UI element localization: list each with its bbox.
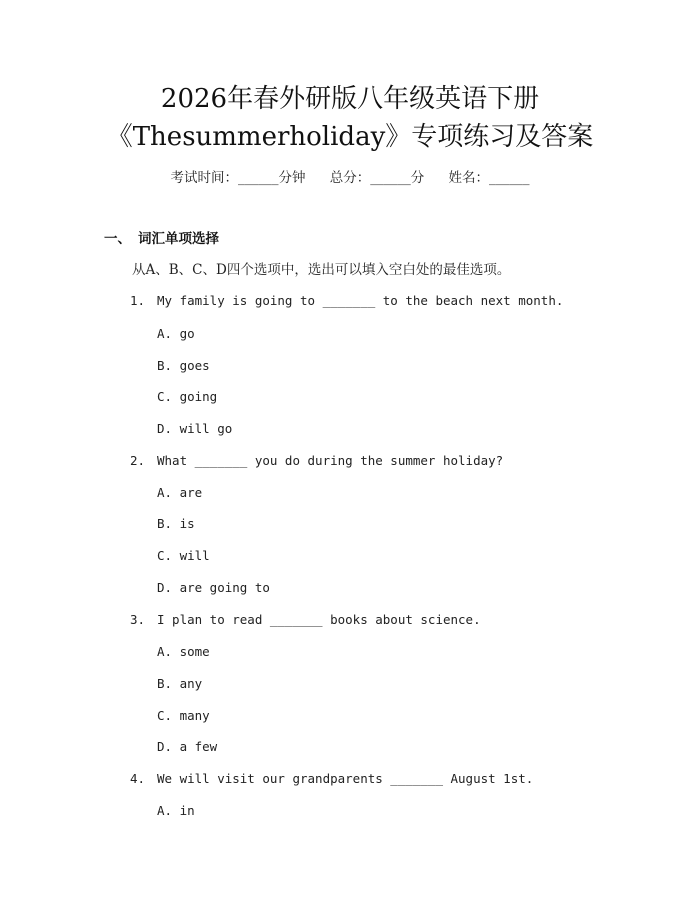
question-3 bbox=[130, 611, 481, 629]
question-text: What _______ you do during the summer holiday? bbox=[157, 453, 504, 468]
section-heading bbox=[104, 229, 219, 249]
option-2c: C. will bbox=[157, 548, 210, 563]
option-3b: B. any bbox=[157, 676, 203, 691]
exam-time-field bbox=[170, 168, 305, 188]
option-3d: D. a few bbox=[157, 739, 218, 754]
option-2a: A. are bbox=[157, 485, 203, 500]
question-text: My family is going to _______ to the beach next month. bbox=[157, 293, 564, 308]
question-text: I plan to read _______ books about science. bbox=[157, 612, 481, 627]
question-4 bbox=[130, 770, 533, 788]
option-4a: A. in bbox=[157, 803, 195, 818]
question-1 bbox=[130, 292, 563, 310]
exam-info-line bbox=[0, 168, 700, 188]
question-2 bbox=[130, 452, 503, 470]
option-1b: B. goes bbox=[157, 358, 210, 373]
option-1c: C. going bbox=[157, 389, 218, 404]
exam-time-blank: ______ bbox=[237, 170, 279, 186]
document-title-line1: 2026年春外研版八年级英语下册 bbox=[160, 84, 540, 114]
question-text: We will visit our grandparents _______ August 1st. bbox=[157, 771, 534, 786]
option-1a: A. go bbox=[157, 326, 195, 341]
exam-time-label: 考试时间： bbox=[170, 170, 238, 186]
section-number: 一、 bbox=[104, 231, 131, 247]
total-score-label: 总分： bbox=[329, 170, 371, 186]
total-score-field bbox=[330, 168, 425, 188]
question-number: 3. bbox=[130, 612, 146, 627]
student-name-field bbox=[449, 168, 530, 188]
option-2d: D. are going to bbox=[157, 580, 270, 595]
option-3c: C. many bbox=[157, 708, 210, 723]
question-number: 2. bbox=[130, 453, 146, 468]
option-3a: A. some bbox=[157, 644, 210, 659]
exam-time-unit: 分钟 bbox=[278, 170, 306, 186]
document-title-line2: 《Thesummerholiday》专项练习及答案 bbox=[106, 122, 594, 152]
option-2b: B. is bbox=[157, 516, 195, 531]
question-number: 4. bbox=[130, 771, 146, 786]
section-title: 词汇单项选择 bbox=[138, 231, 219, 247]
option-1d: D. will go bbox=[157, 421, 233, 436]
section-instruction: 从A、B、C、D四个选项中，选出可以填入空白处的最佳选项。 bbox=[132, 262, 511, 278]
question-number: 1. bbox=[130, 293, 146, 308]
student-name-blank: ______ bbox=[489, 170, 530, 186]
total-score-unit: 分 bbox=[410, 170, 425, 186]
total-score-blank: ______ bbox=[370, 170, 411, 186]
student-name-label: 姓名： bbox=[448, 170, 490, 186]
